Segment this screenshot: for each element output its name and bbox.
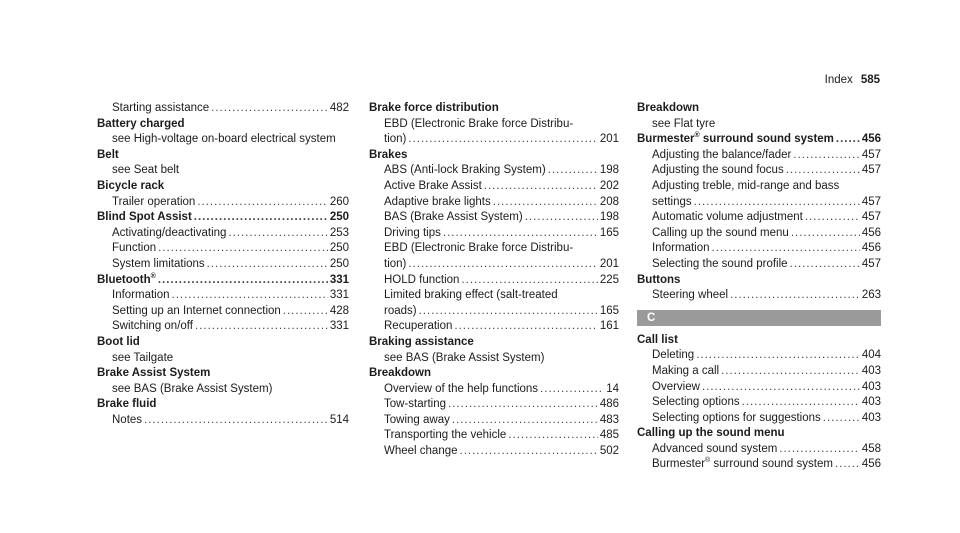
leader-dots [721, 364, 860, 380]
page-ref[interactable]: 250 [329, 242, 349, 255]
index-heading [637, 273, 881, 289]
entry-text: Automatic volume adjustment [652, 211, 803, 224]
page-ref[interactable]: 485 [599, 429, 619, 442]
leader-dots [779, 442, 860, 458]
registered-mark: ® [150, 272, 156, 280]
leader-dots [836, 132, 860, 148]
page-ref[interactable]: 428 [329, 304, 349, 317]
entry-text: Switching on/off [112, 320, 193, 333]
entry-text: Setting up an Internet connection [112, 304, 281, 317]
page-ref[interactable]: 250 [329, 257, 349, 270]
entry-text: EBD (Electronic Brake force Distribu- [384, 117, 574, 130]
leader-dots [696, 348, 860, 364]
page-ref[interactable]: 457 [861, 148, 881, 161]
entry-text: Adjusting the sound focus [652, 164, 784, 177]
section-letter: C [647, 311, 656, 324]
leader-dots [443, 226, 598, 242]
index-subentry [369, 382, 619, 398]
index-subentry [369, 351, 619, 367]
leader-dots [548, 163, 598, 179]
page-ref[interactable]: 198 [599, 211, 619, 224]
entry-text: Transporting the vehicle [384, 429, 507, 442]
entry-text: settings [652, 195, 692, 208]
leader-dots [461, 273, 597, 289]
page-ref[interactable]: 14 [606, 382, 619, 395]
entry-text: EBD (Electronic Brake force Distribu- [384, 242, 574, 255]
index-subentry [369, 413, 619, 429]
index-heading [369, 101, 619, 117]
entry-text: tion) [384, 133, 407, 146]
page-ref[interactable]: 514 [329, 413, 349, 426]
page-ref[interactable]: 331 [329, 289, 349, 302]
index-heading [369, 148, 619, 164]
index-subentry [369, 444, 619, 460]
index-heading [97, 335, 349, 351]
leader-dots [694, 195, 860, 211]
index-subentry [369, 304, 619, 320]
index-heading [369, 366, 619, 382]
leader-dots [730, 288, 860, 304]
index-subentry [637, 442, 881, 458]
page-ref[interactable]: 457 [861, 257, 881, 270]
index-subentry [637, 148, 881, 164]
entry-text: System limitations [112, 257, 205, 270]
entry-text: Burmester® surround sound system [637, 132, 834, 146]
index-subentry [637, 241, 881, 257]
page-ref[interactable]: 201 [599, 133, 619, 146]
entry-text: Brake force distribution [369, 102, 499, 114]
index-column-3 [637, 101, 881, 473]
page-ref[interactable]: 198 [599, 164, 619, 177]
entry-text: Adjusting treble, mid-range and bass [652, 179, 840, 192]
entry-text: see Flat tyre [652, 117, 716, 130]
page-ref[interactable]: 404 [861, 349, 881, 362]
page-ref[interactable]: 486 [599, 398, 619, 411]
entry-text: Selecting options for suggestions [652, 411, 821, 424]
index-heading [369, 335, 619, 351]
page-ref[interactable]: 260 [329, 195, 349, 208]
index-subentry [637, 163, 881, 179]
leader-dots [460, 444, 598, 460]
leader-dots [172, 288, 328, 304]
index-subentry [637, 288, 881, 304]
leader-dots [525, 210, 598, 226]
page-ref[interactable]: 331 [329, 273, 349, 286]
entry-text: Overview of the help functions [384, 382, 539, 395]
index-subentry [637, 210, 881, 226]
page-ref[interactable]: 403 [861, 411, 881, 424]
entry-text: Activating/deactivating [112, 226, 227, 239]
index-subentry [637, 195, 881, 211]
index-subentry [369, 257, 619, 273]
entry-text: Burmester® surround sound system [652, 457, 833, 471]
entry-text: HOLD function [384, 273, 460, 286]
entry-text: Adjusting the balance/fader [652, 148, 792, 161]
leader-dots [702, 380, 860, 396]
index-subentry [637, 117, 881, 133]
index-column-1 [97, 101, 349, 428]
leader-dots [211, 101, 328, 117]
page-ref[interactable]: 161 [599, 320, 619, 333]
page-number: 585 [860, 74, 880, 86]
index-subentry [97, 351, 349, 367]
leader-dots [144, 413, 328, 429]
leader-dots [805, 210, 860, 226]
index-subentry [369, 163, 619, 179]
entry-text: Calling up the sound menu [637, 427, 785, 440]
page-ref[interactable]: 456 [861, 133, 881, 146]
index-subentry [637, 364, 881, 380]
entry-text: Boot lid [97, 335, 140, 348]
index-group-c [637, 333, 881, 473]
entry-text: Wheel change [384, 445, 458, 458]
entry-text: Information [652, 242, 710, 255]
page-ref[interactable]: 331 [329, 320, 349, 333]
index-heading [97, 117, 349, 133]
index-subentry [97, 413, 349, 429]
entry-text: Brakes [369, 148, 408, 161]
entry-text: Breakdown [369, 367, 431, 380]
entry-text: Brake fluid [97, 398, 157, 411]
entry-text: Recuperation [384, 320, 453, 333]
index-heading [637, 426, 881, 442]
entry-text: Steering wheel [652, 289, 729, 302]
entry-text: see Seat belt [112, 164, 180, 177]
entry-text: Adaptive brake lights [384, 195, 491, 208]
index-subentry [369, 132, 619, 148]
index-subentry [637, 179, 881, 195]
leader-dots [158, 241, 328, 257]
entry-text: Breakdown [637, 102, 699, 114]
page-ref[interactable]: 253 [329, 226, 349, 239]
leader-dots [283, 304, 328, 320]
index-subentry [637, 411, 881, 427]
index-heading [637, 101, 881, 117]
index-subentry [97, 382, 349, 398]
index-subentry [369, 117, 619, 133]
page-ref[interactable]: 165 [599, 304, 619, 317]
entry-text: Advanced sound system [652, 442, 778, 455]
entry-text: Starting assistance [112, 102, 210, 114]
index-column-2 [369, 101, 619, 460]
index-heading [97, 273, 349, 289]
leader-dots [448, 397, 598, 413]
entry-text: Driving tips [384, 226, 441, 239]
page-header [825, 74, 880, 86]
leader-dots [793, 148, 859, 164]
leader-dots [786, 163, 860, 179]
entry-text: Call list [637, 333, 678, 346]
index-heading [637, 333, 881, 349]
entry-text: BAS (Brake Assist System) [384, 211, 523, 224]
leader-dots [195, 319, 328, 335]
page-ref[interactable]: 201 [599, 257, 619, 270]
entry-text: see BAS (Brake Assist System) [384, 351, 545, 364]
leader-dots [228, 226, 327, 242]
index-subentry [97, 195, 349, 211]
index-heading [637, 132, 881, 148]
entry-text: see High-voltage on-board electrical system [112, 133, 336, 146]
leader-dots [454, 319, 597, 335]
entry-text: Braking assistance [369, 335, 474, 348]
page-ref[interactable]: 482 [329, 102, 349, 114]
index-subentry [369, 428, 619, 444]
index-subentry [97, 226, 349, 242]
leader-dots [484, 179, 598, 195]
index-subentry [369, 179, 619, 195]
index-subentry [369, 226, 619, 242]
entry-text: Towing away [384, 413, 450, 426]
index-subentry [637, 226, 881, 242]
leader-dots [712, 241, 860, 257]
page-ref[interactable]: 458 [861, 442, 881, 455]
page-ref[interactable]: 225 [599, 273, 619, 286]
header-label: Index [824, 74, 853, 86]
entry-text: roads) [384, 304, 417, 317]
registered-mark: ® [694, 132, 700, 140]
entry-text: tion) [384, 257, 407, 270]
entry-text: Information [112, 289, 170, 302]
entry-text: Active Brake Assist [384, 179, 482, 192]
index-subentry [97, 288, 349, 304]
page-ref[interactable]: 403 [861, 364, 881, 377]
entry-text: Function [112, 242, 157, 255]
section-letter-bar [637, 310, 881, 326]
page-ref[interactable]: 456 [861, 242, 881, 255]
entry-text: Calling up the sound menu [652, 226, 789, 239]
entry-text: Brake Assist System [97, 367, 211, 380]
index-subentry [97, 257, 349, 273]
entry-text: Overview [652, 380, 700, 393]
index-subentry [637, 348, 881, 364]
leader-dots [742, 395, 860, 411]
index-heading [97, 179, 349, 195]
entry-text: Belt [97, 148, 119, 161]
index-subentry [369, 288, 619, 304]
entry-text: Selecting options [652, 396, 740, 409]
leader-dots [790, 257, 860, 273]
index-subentry [97, 132, 349, 148]
index-subentry [369, 195, 619, 211]
page-ref[interactable]: 403 [861, 396, 881, 409]
index-group-b [637, 101, 881, 304]
page-ref[interactable]: 250 [329, 211, 349, 224]
leader-dots [835, 457, 860, 473]
page-ref[interactable]: 483 [599, 413, 619, 426]
index-subentry [369, 397, 619, 413]
page-ref[interactable]: 208 [599, 195, 619, 208]
page-ref[interactable]: 457 [861, 211, 881, 224]
entry-text: ABS (Anti-lock Braking System) [384, 164, 546, 177]
index-subentry [637, 457, 881, 473]
entry-text: Trailer operation [112, 195, 196, 208]
entry-text: Deleting [652, 349, 695, 362]
index-subentry [369, 319, 619, 335]
registered-mark: ® [705, 457, 711, 465]
index-subentry [637, 395, 881, 411]
leader-dots [540, 382, 604, 398]
index-subentry [369, 273, 619, 289]
leader-dots [452, 413, 598, 429]
index-subentry [637, 257, 881, 273]
index-subentry [97, 101, 349, 117]
entry-text: Notes [112, 413, 143, 426]
leader-dots [419, 304, 598, 320]
index-subentry [97, 304, 349, 320]
page-ref[interactable]: 456 [861, 458, 881, 471]
index-subentry [637, 380, 881, 396]
page-ref[interactable]: 263 [861, 289, 881, 302]
index-subentry [369, 241, 619, 257]
entry-text: Battery charged [97, 117, 185, 130]
page-ref[interactable]: 165 [599, 226, 619, 239]
index-heading [97, 148, 349, 164]
leader-dots [508, 428, 598, 444]
index-heading [97, 366, 349, 382]
index-subentry [369, 210, 619, 226]
page-ref[interactable]: 456 [861, 226, 881, 239]
entry-text: Blind Spot Assist [97, 211, 192, 224]
leader-dots [823, 411, 860, 427]
entry-text: see BAS (Brake Assist System) [112, 382, 273, 395]
leader-dots [194, 210, 328, 226]
entry-text: see Tailgate [112, 351, 174, 364]
index-subentry [97, 163, 349, 179]
index-subentry [97, 319, 349, 335]
entry-text: Bluetooth® [97, 272, 156, 286]
entry-text: Limited braking effect (salt-treated [384, 289, 558, 302]
leader-dots [158, 273, 328, 289]
index-heading [97, 397, 349, 413]
leader-dots [408, 132, 597, 148]
leader-dots [207, 257, 328, 273]
page-ref[interactable]: 457 [861, 164, 881, 177]
index-heading [97, 210, 349, 226]
entry-text: Buttons [637, 273, 681, 286]
leader-dots [493, 195, 598, 211]
page-ref[interactable]: 457 [861, 195, 881, 208]
entry-text: Making a call [652, 364, 720, 377]
page-ref[interactable]: 502 [599, 445, 619, 458]
page-ref[interactable]: 403 [861, 380, 881, 393]
entry-text: Tow-starting [384, 398, 446, 411]
index-subentry [97, 241, 349, 257]
leader-dots [197, 195, 328, 211]
leader-dots [791, 226, 860, 242]
leader-dots [408, 257, 597, 273]
entry-text: Selecting the sound profile [652, 257, 788, 270]
page-ref[interactable]: 202 [599, 179, 619, 192]
entry-text: Bicycle rack [97, 179, 165, 192]
